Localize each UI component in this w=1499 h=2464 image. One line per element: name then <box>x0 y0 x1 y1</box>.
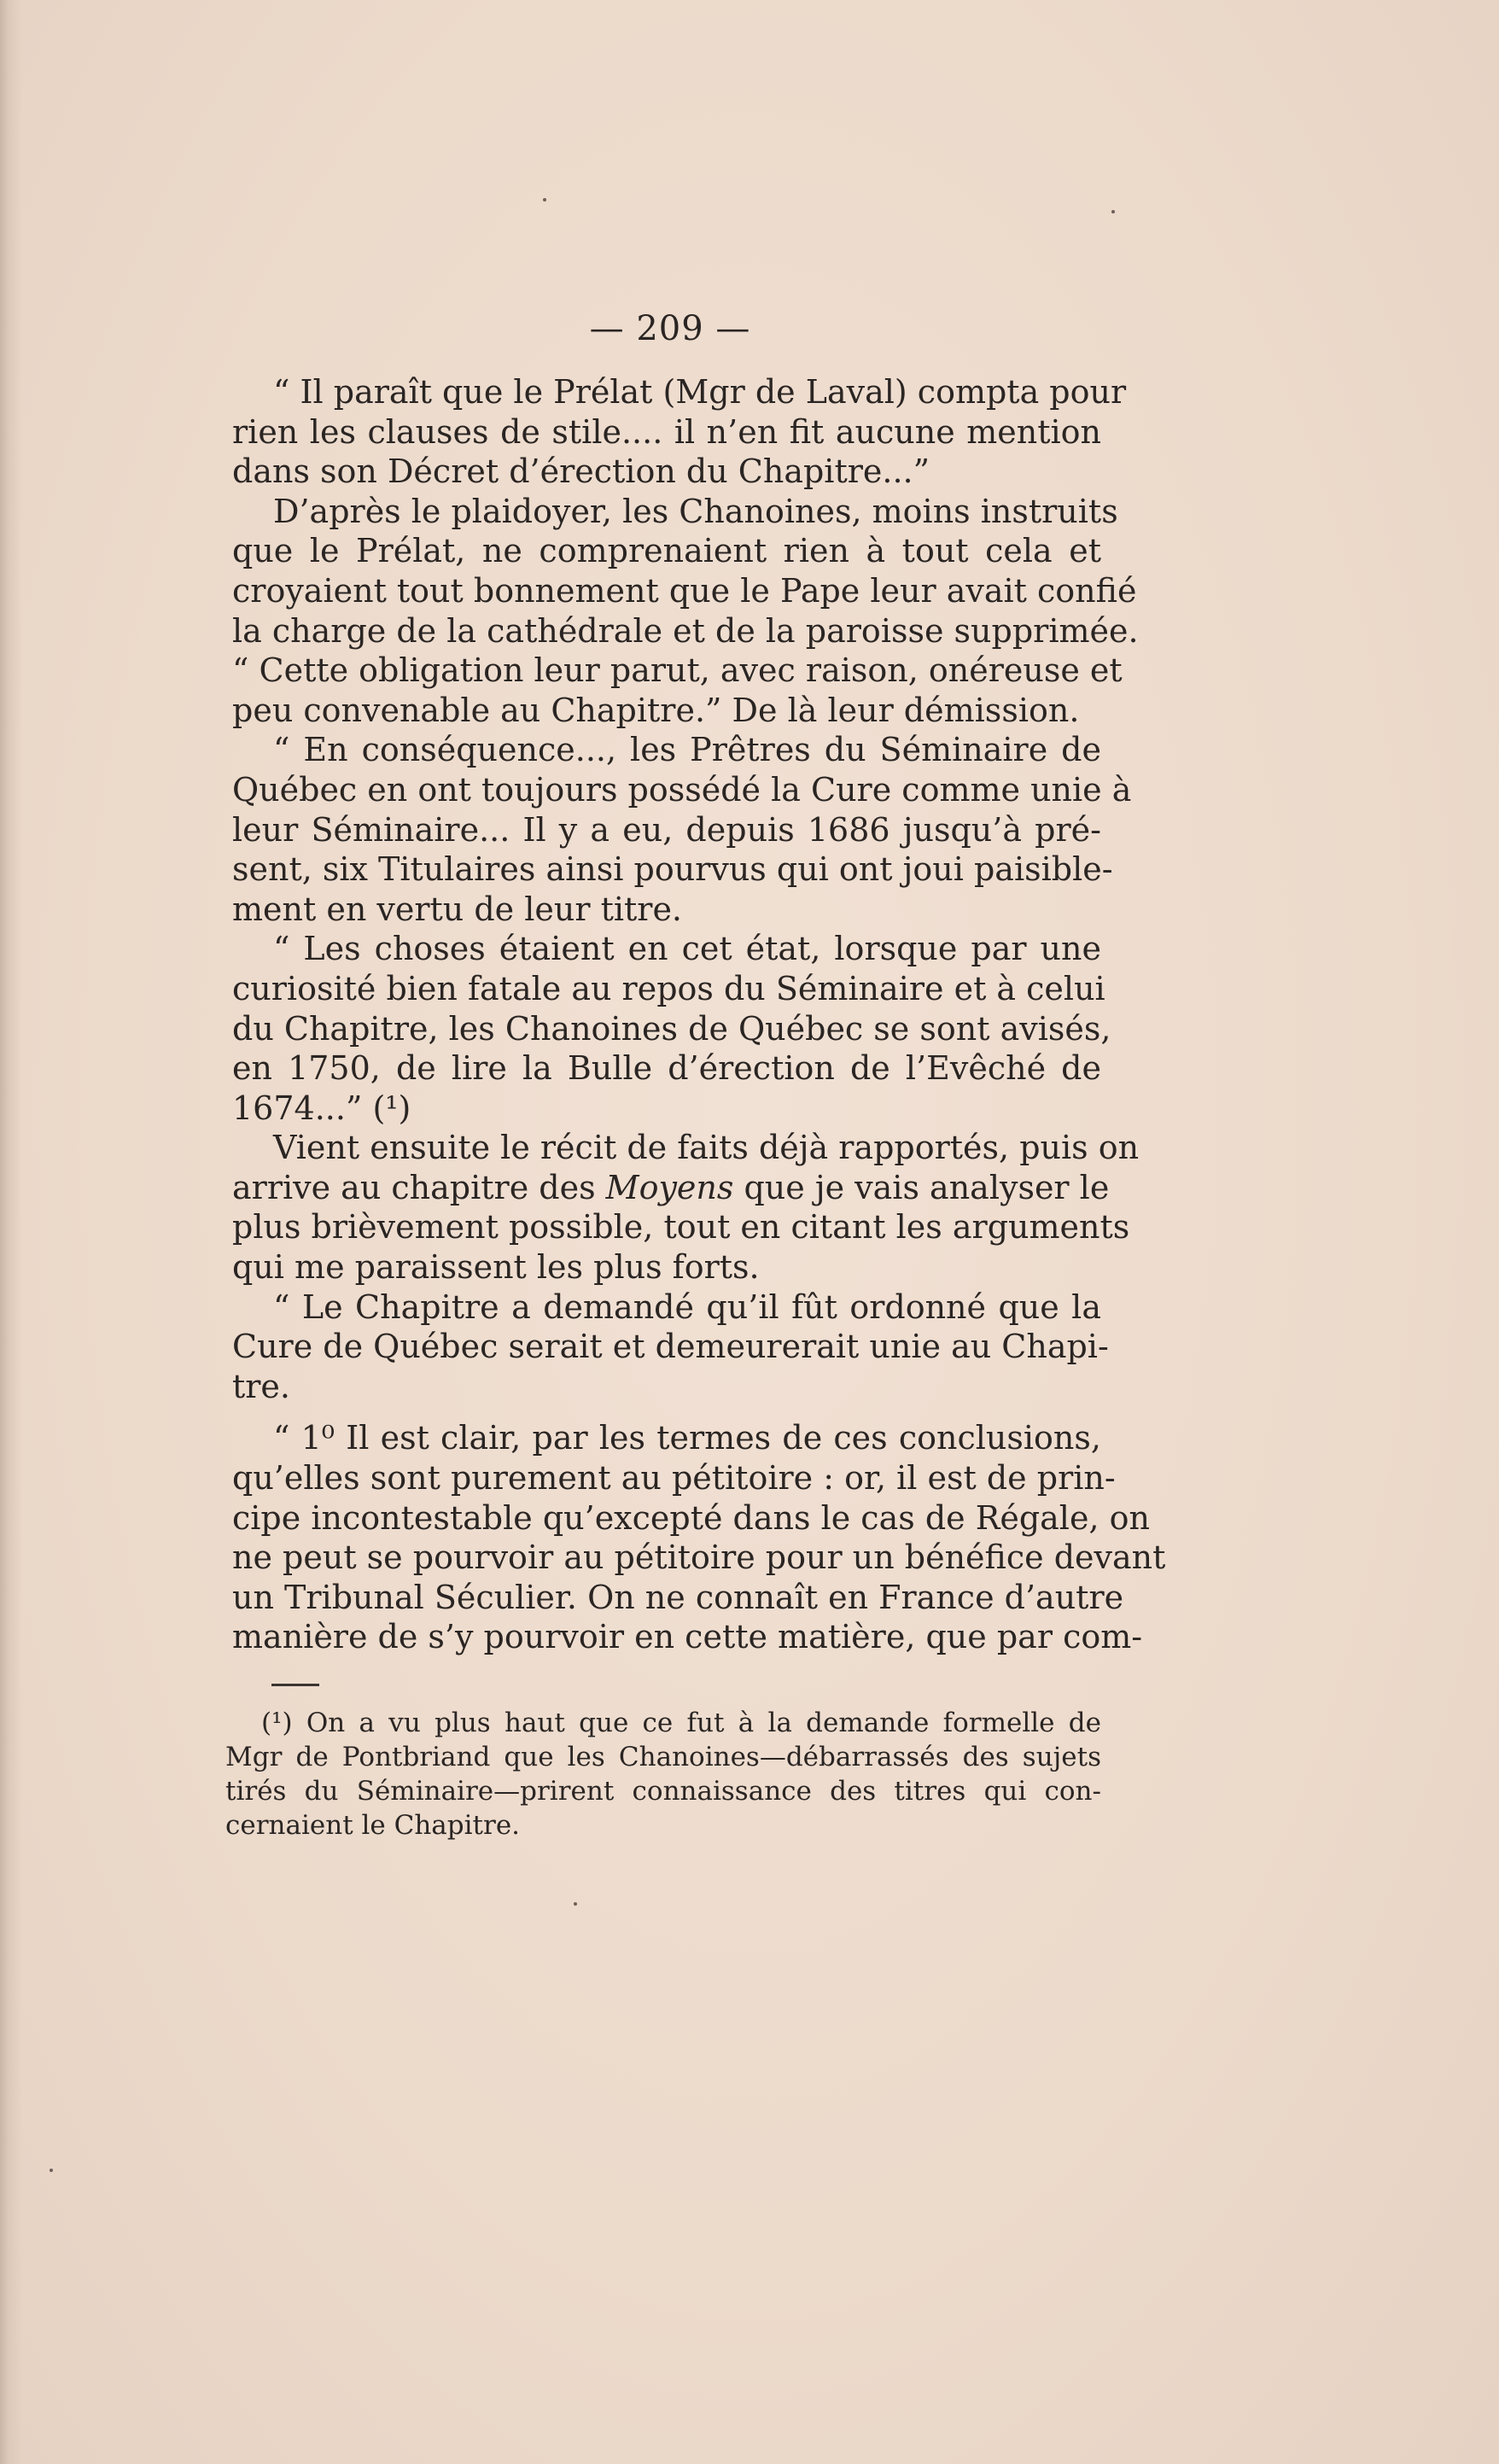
body-text <box>232 372 1166 1657</box>
footnote <box>225 1706 1101 1842</box>
text-line: “ En conséquence..., les Prêtres du Séminaire de <box>273 731 1101 769</box>
footnote-line: Mgr de Pontbriand que les Chanoines—débarrassés des sujets <box>225 1742 1101 1772</box>
footnote-line: cernaient le Chapitre. <box>225 1810 521 1841</box>
text-line: leur Séminaire... Il y a eu, depuis 1686 jusqu’à pré- <box>232 810 1101 849</box>
text-line: “ Il paraît que le Prélat (Mgr de Laval) compta pour <box>273 373 1127 411</box>
italic-term: Moyens <box>605 1168 734 1206</box>
footnote-line: tirés du Séminaire—prirent connaissance des titres qui con- <box>225 1776 1101 1807</box>
text-line: D’après le plaidoyer, les Chanoines, moins instruits <box>273 492 1118 530</box>
paper-speck <box>50 2169 53 2172</box>
text-line: “ Les choses étaient en cet état, lorsque par une <box>273 930 1101 968</box>
text-line: “ 1⁰ Il est clair, par les termes de ces conclusions, <box>273 1419 1101 1457</box>
text-line: croyaient tout bonnement que le Pape leur avait confié <box>232 571 1137 610</box>
text-line: peu convenable au Chapitre.” De là leur démission. <box>232 691 1080 729</box>
text-line: tre. <box>232 1367 291 1405</box>
paragraph-gap <box>232 1406 1101 1418</box>
text-line: ment en vertu de leur titre. <box>232 890 683 928</box>
text-line: arrive au chapitre des Moyens que je vais analyser le <box>232 1168 1110 1206</box>
text-line: la charge de la cathédrale et de la paroisse supprimée. <box>232 611 1139 650</box>
text-line: Québec en ont toujours possédé la Cure comme unie à <box>232 770 1132 809</box>
text-line: sent, six Titulaires ainsi pourvus qui ont joui paisible- <box>232 850 1113 889</box>
footnote-line: (¹) On a vu plus haut que ce fut à la demande formelle de <box>261 1708 1101 1738</box>
text-line: Vient ensuite le récit de faits déjà rapportés, puis on <box>273 1129 1140 1167</box>
text-line: dans son Décret d’érection du Chapitre...” <box>232 453 930 491</box>
text-line: rien les clauses de stile.... il n’en fit aucune mention <box>232 412 1101 451</box>
page-number: — 209 — <box>589 309 751 348</box>
text-line: curiosité bien fatale au repos du Séminaire et à celui <box>232 969 1105 1007</box>
text-line: du Chapitre, les Chanoines de Québec se sont avisés, <box>232 1009 1111 1048</box>
page-binding-edge <box>0 0 22 2464</box>
paper-speck <box>1111 210 1115 213</box>
text-line: plus brièvement possible, tout en citant les arguments <box>232 1208 1130 1247</box>
text-line: qui me paraissent les plus forts. <box>232 1248 760 1287</box>
paper-speck <box>574 1902 577 1906</box>
text-line: qu’elles sont purement au pétitoire : or, il est de prin- <box>232 1459 1116 1498</box>
text-line: ne peut se pourvoir au pétitoire pour un bénéfice devant <box>232 1539 1166 1577</box>
text-line: que le Prélat, ne comprenaient rien à tout cela et <box>232 532 1101 570</box>
text-line: cipe incontestable qu’excepté dans le cas de Régale, on <box>232 1498 1150 1537</box>
footnote-rule <box>271 1684 319 1686</box>
text-line: Cure de Québec serait et demeurerait unie au Chapi- <box>232 1328 1109 1366</box>
paper-speck <box>543 198 546 201</box>
text-line: “ Cette obligation leur parut, avec raison, onéreuse et <box>232 651 1123 690</box>
text-line: “ Le Chapitre a demandé qu’il fût ordonné que la <box>273 1287 1101 1326</box>
text-line: 1674...” (¹) <box>232 1089 411 1127</box>
text-line: un Tribunal Séculier. On ne connaît en France d’autre <box>232 1578 1124 1616</box>
text-line: en 1750, de lire la Bulle d’érection de l’Evêché de <box>232 1049 1101 1088</box>
text-line: manière de s’y pourvoir en cette matière, que par com- <box>232 1618 1143 1656</box>
